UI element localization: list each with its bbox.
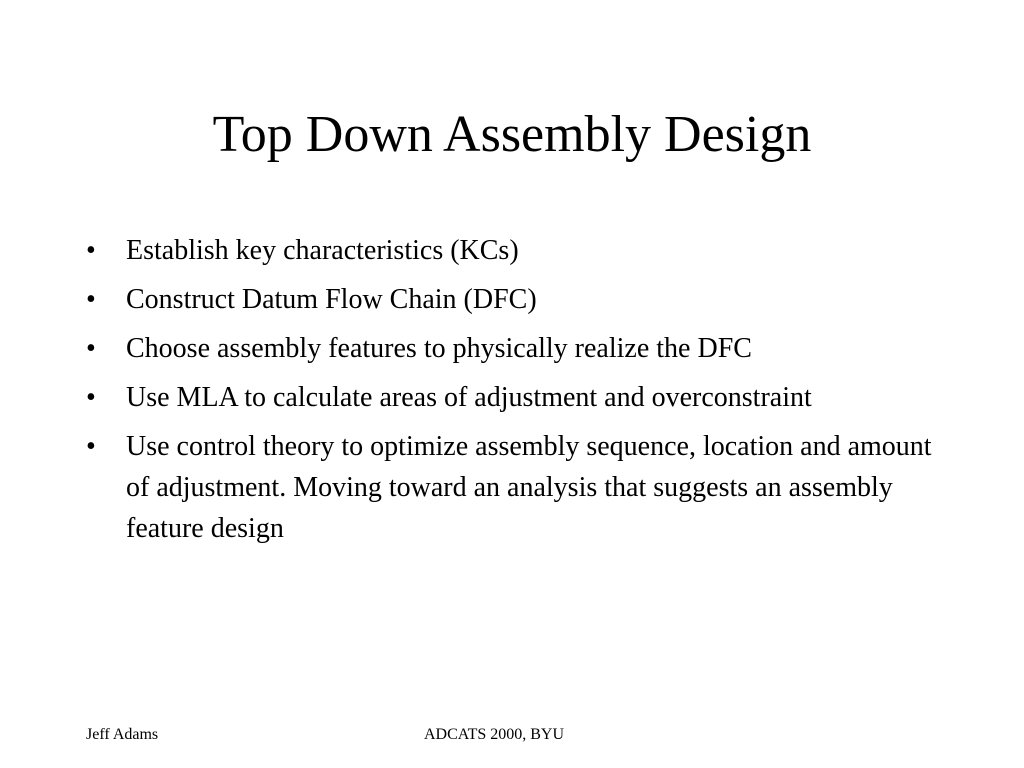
bullet-text: Choose assembly features to physically realize the DFC [126, 333, 752, 364]
bullet-marker: • [86, 235, 96, 266]
bullet-item [84, 328, 944, 369]
bullet-list [84, 230, 944, 557]
bullet-text: Use MLA to calculate areas of adjustment and overconstraint [126, 382, 812, 413]
bullet-text: Establish key characteristics (KCs) [126, 235, 519, 266]
slide-title: Top Down Assembly Design [212, 106, 812, 163]
bullet-item [84, 230, 944, 271]
bullet-text: Use control theory to optimize assembly sequence, location and amount of adjustment. Moving toward an analysis that suggests an assembly feature design [126, 431, 932, 544]
bullet-item [84, 426, 944, 549]
bullet-marker: • [86, 431, 96, 462]
bullet-marker: • [86, 382, 96, 413]
bullet-marker: • [86, 333, 96, 364]
bullet-marker: • [86, 284, 96, 315]
bullet-text: Construct Datum Flow Chain (DFC) [126, 284, 537, 315]
footer-author: Jeff Adams [86, 726, 159, 743]
bullet-item [84, 279, 944, 320]
bullet-item [84, 377, 944, 418]
footer-event: ADCATS 2000, BYU [424, 726, 565, 743]
